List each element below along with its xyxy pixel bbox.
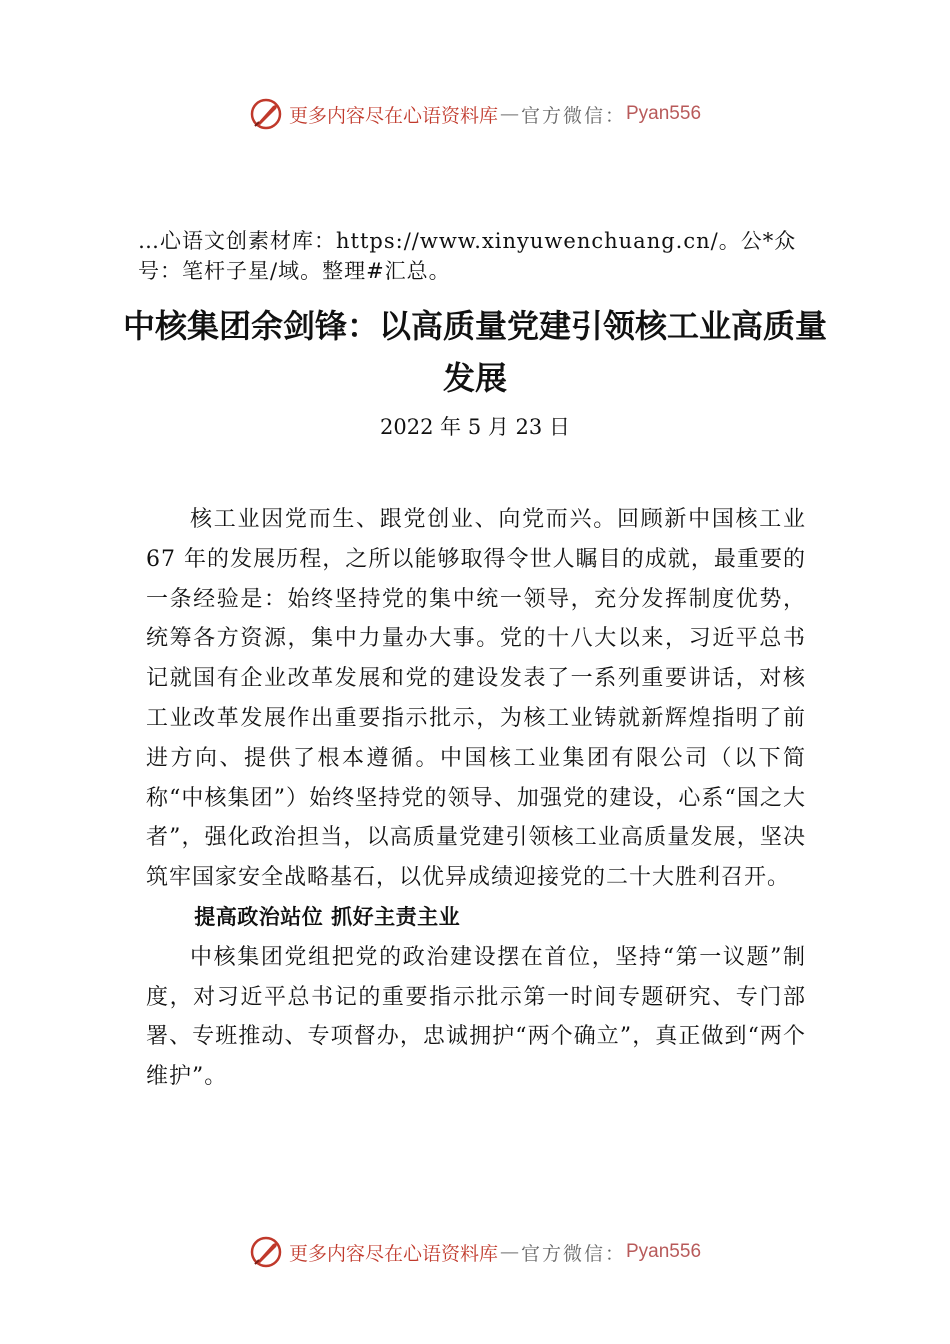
banner-title: 更多内容尽在心语资料库 (288, 104, 498, 127)
quill-logo-icon (249, 1235, 283, 1269)
source-note: …心语文创素材库：https://www.xinyuwenchuang.cn/。公*众号：笔杆子星/域。整理#汇总。 (138, 229, 797, 283)
banner-separator: — (499, 1241, 519, 1263)
article-body (146, 500, 806, 1097)
paragraph: 中核集团党组把党的政治建设摆在首位，坚持“第一议题”制度，对习近平总书记的重要指示批示第一时间专题研究、专门部署、专班推动、专项督办，忠诚拥护“两个确立”，真正做到“两个维护”。 (146, 944, 806, 1090)
banner-wechat-id: Pyan556 (626, 1241, 702, 1262)
footer-banner (0, 1232, 950, 1272)
banner-wechat-label: 官方微信： (520, 1242, 626, 1265)
article-title: 中核集团余剑锋：以高质量党建引领核工业高质量发展 (122, 307, 827, 397)
header-banner (0, 94, 950, 134)
banner-title: 更多内容尽在心语资料库 (288, 1242, 498, 1265)
paragraph: 核工业因党而生、跟党创业、向党而兴。回顾新中国核工业 67 年的发展历程，之所以能够取得令世人瞩目的成就，最重要的一条经验是：始终坚持党的集中统一领导，充分发挥制度优势，统筹各方资源，集中力量办大事。党的十八大以来，习近平总书记就国有企业改革发展和党的建设发表了一系列重要讲话，对核工业改革发展作出重要指示批示，为核工业铸就新辉煌指明了前进方向、提供了根本遵循。中国核工业集团有限公司（以下简称“中核集团”）始终坚持党的领导、加强党的建设，心系“国之大者”，强化政治担当，以高质量党建引领核工业高质量发展，坚决筑牢国家安全战略基石，以优异成绩迎接党的二十大胜利召开。 (146, 507, 806, 891)
quill-logo-icon (249, 97, 283, 131)
banner-wechat-id: Pyan556 (626, 103, 702, 124)
article-date: 2022 年 5 月 23 日 (380, 415, 570, 439)
section-heading: 提高政治站位 抓好主责主业 (194, 904, 461, 929)
banner-wechat-label: 官方微信： (520, 104, 626, 127)
banner-separator: — (499, 103, 519, 125)
